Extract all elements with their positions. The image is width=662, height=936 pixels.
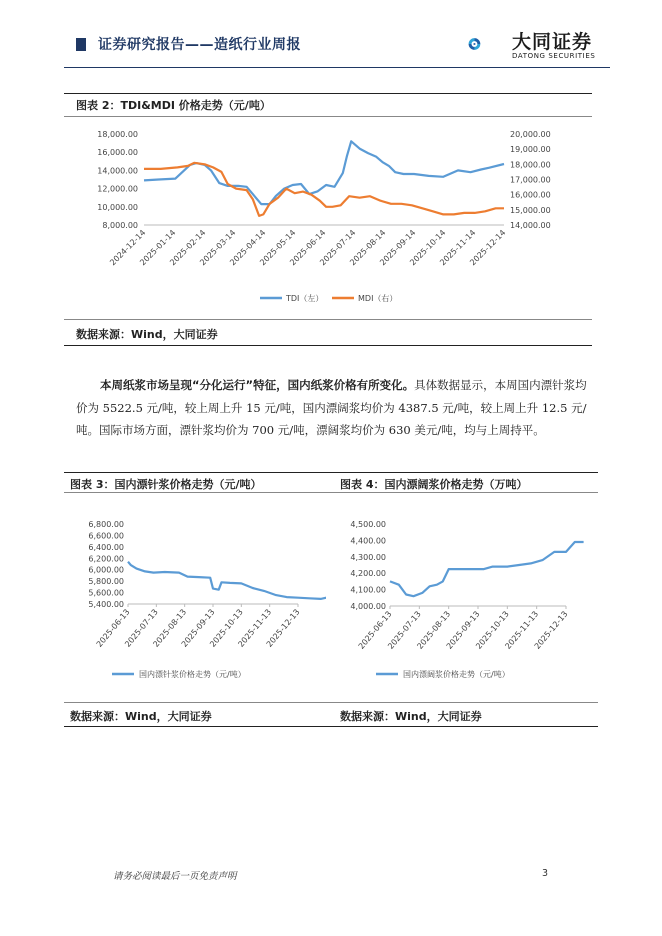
y-right-tick-label: 19,000.00 [510,145,551,155]
y-tick-label: 4,000.00 [350,602,386,611]
datong-logo [468,22,512,66]
figure2-end-rule [64,345,592,346]
tdi-series-line [144,141,504,204]
x-tick-label: 2025-10-14 [408,228,448,268]
tdi-mdi-chart [64,118,592,318]
figure34-top-rule [64,472,598,473]
y-tick-label: 5,600.00 [88,588,124,598]
page-number: 3 [542,868,549,879]
x-tick-label: 2025-06-13 [356,609,394,651]
legend-label: MDI（右） [358,294,398,303]
x-tick-label: 2025-08-13 [415,609,453,651]
y-tick-label: 5,800.00 [88,577,124,587]
y-left-tick-label: 18,000.00 [97,130,138,139]
x-tick-label: 2025-09-13 [179,607,217,649]
legend-label: 国内漂阔浆价格走势（元/吨） [403,670,510,679]
figure3-caption: 图表 3：国内漂针浆价格走势（元/吨） [70,478,262,491]
series-line [390,542,584,596]
y-right-tick-label: 14,000.00 [510,221,551,230]
y-tick-label: 4,500.00 [350,520,386,529]
x-tick-label: 2025-09-14 [378,228,418,268]
x-tick-label: 2025-12-13 [532,609,570,651]
x-tick-label: 2025-01-14 [138,228,178,268]
body-paragraph [76,374,596,442]
figure2-source: 数据来源：Wind，大同证券 [76,328,218,341]
y-tick-label: 6,000.00 [88,565,124,575]
figure2-caption: 图表 2：TDI&MDI 价格走势（元/吨） [76,99,271,112]
paragraph-body: 具体数据显示，本周国内漂针浆均价为 5522.5 元/吨，较上周上升 15 元/吨，国内漂阔浆均价为 4387.5 元/吨，较上周上升 12.5 元/吨。国际市场方面，漂针浆均价为 700 元/吨，漂阔浆均价为 630 美元/吨，均与上周持平。 [76,378,587,437]
x-tick-label: 2025-12-14 [468,228,508,268]
series-line [128,562,326,599]
y-tick-label: 6,200.00 [88,554,124,564]
y-left-tick-label: 8,000.00 [102,221,138,230]
y-right-tick-label: 17,000.00 [510,175,551,185]
y-right-tick-label: 20,000.00 [510,130,551,139]
x-tick-label: 2025-06-13 [94,607,132,649]
y-right-tick-label: 16,000.00 [510,190,551,200]
legend-label: 国内漂针浆价格走势（元/吨） [139,670,246,679]
hardwood-pulp-chart [332,494,594,694]
figure3-source: 数据来源：Wind，大同证券 [70,710,212,723]
x-tick-label: 2025-11-14 [438,228,478,268]
figure4-caption: 图表 4：国内漂阔浆价格走势（万吨） [340,478,528,491]
y-right-tick-label: 15,000.00 [510,205,551,215]
x-tick-label: 2025-08-13 [151,607,189,649]
figure34-end-rule [64,726,598,727]
x-tick-label: 2024-12-14 [108,228,148,268]
x-tick-label: 2025-04-14 [228,228,268,268]
x-tick-label: 2025-11-13 [236,607,274,649]
x-tick-label: 2025-05-14 [258,228,298,268]
x-tick-label: 2025-06-14 [288,228,328,268]
figure2-caption-rule [64,116,592,117]
softwood-pulp-chart [64,494,326,694]
y-tick-label: 4,100.00 [350,585,386,595]
logo-subtext: DATONG SECURITIES [512,52,596,60]
y-left-tick-label: 16,000.00 [97,148,138,158]
x-tick-label: 2025-10-13 [208,607,245,649]
y-tick-label: 6,600.00 [88,531,124,541]
y-left-tick-label: 12,000.00 [97,184,138,194]
figure2-bottom-rule [64,319,592,320]
y-tick-label: 6,400.00 [88,542,124,552]
x-tick-label: 2025-10-13 [474,609,511,651]
logo-text: 大同证券 [512,31,593,53]
figure2-top-rule [64,93,592,94]
x-tick-label: 2025-08-14 [348,228,388,268]
y-tick-label: 4,200.00 [350,569,386,579]
x-tick-label: 2025-02-14 [168,228,208,268]
x-tick-label: 2025-07-13 [386,609,423,651]
x-tick-label: 2025-07-13 [123,607,160,649]
y-tick-label: 4,400.00 [350,536,386,546]
legend-label: TDI（左） [286,294,324,303]
x-tick-label: 2025-03-14 [198,228,238,268]
figure34-bottom-rule [64,702,598,703]
y-tick-label: 4,300.00 [350,552,386,562]
figure4-source: 数据来源：Wind，大同证券 [340,710,482,723]
y-tick-label: 5,400.00 [88,600,124,609]
report-title: 证券研究报告——造纸行业周报 [98,37,301,53]
figure34-caption-rule [64,492,598,493]
header-divider [64,67,610,68]
x-tick-label: 2025-09-13 [444,609,482,651]
y-tick-label: 6,800.00 [88,520,124,529]
footer-disclaimer: 请务必阅读最后一页免责声明 [113,871,237,882]
mdi-series-line [144,163,504,216]
x-tick-label: 2025-11-13 [503,609,541,651]
x-tick-label: 2025-12-13 [264,607,302,649]
header-marker [76,38,86,51]
paragraph-lead: 本周纸浆市场呈现“分化运行”特征，国内纸浆价格有所变化。 [100,378,415,392]
x-tick-label: 2025-07-14 [318,228,358,268]
y-right-tick-label: 18,000.00 [510,160,551,170]
logo-icon [469,38,481,50]
y-left-tick-label: 14,000.00 [97,166,138,176]
y-left-tick-label: 10,000.00 [97,202,138,212]
